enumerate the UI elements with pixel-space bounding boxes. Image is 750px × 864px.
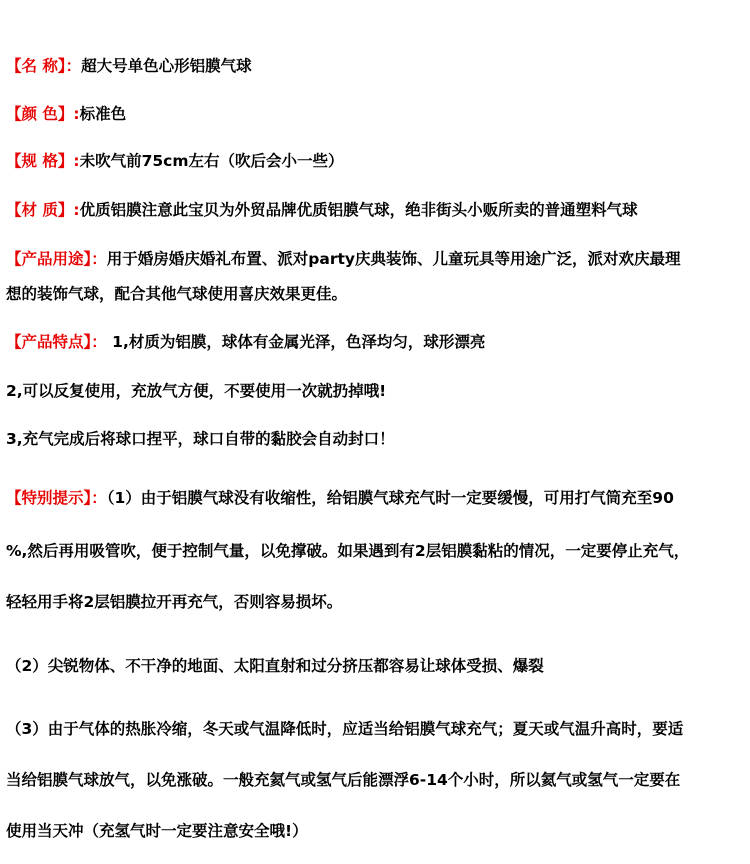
features-row: [6, 331, 746, 353]
material-row: [6, 199, 746, 221]
notice-line: （2）尖锐物体、不干净的地面、太阳直射和过分挤压都容易让球体受损、爆裂: [6, 657, 544, 675]
material-value: 优质铝膜注意此宝贝为外贸品牌优质铝膜气球，绝非街头小贩所卖的普通塑料气球: [79, 201, 638, 219]
material-label: 【材 质】:: [6, 201, 80, 219]
size-value: 未吹气前75cm左右（吹后会小一些）: [79, 152, 344, 170]
notice-line: （1）由于铝膜气球没有收缩性，给铝膜气球充气时一定要缓慢，可用打气筒充至90: [106, 489, 674, 507]
size-row: [6, 150, 746, 172]
notice-line: %,然后再用吸管吹，便于控制气量，以免撑破。如果遇到有2层铝膜黏粘的情况，一定要停止充气，: [6, 542, 690, 560]
name-value: 超大号单色心形铝膜气球: [81, 57, 252, 75]
usage-row: [6, 248, 746, 270]
feature-item: 2,可以反复使用，充放气方便，不要使用一次就扔掉哦!: [6, 382, 387, 400]
notice-line: 使用当天冲（充氢气时一定要注意安全哦!）: [6, 822, 308, 840]
size-label: 【规 格】:: [6, 152, 80, 170]
name-row: [6, 55, 746, 77]
feature-item: 3,充气完成后将球口捏平，球口自带的黏胶会自动封口！: [6, 430, 395, 448]
usage-line: 想的装饰气球，配合其他气球使用喜庆效果更佳。: [6, 285, 348, 303]
notice-line: 轻轻用手将2层铝膜拉开再充气，否则容易损坏。: [6, 593, 343, 611]
color-label: 【颜 色】:: [6, 105, 80, 123]
features-label: 【产品特点】：: [6, 333, 107, 351]
color-value: 标准色: [79, 105, 127, 123]
notice-line: （3）由于气体的热胀冷缩，冬天或气温降低时，应适当给铝膜气球充气；夏天或气温升高时，要适: [6, 720, 684, 738]
notice-line: 当给铝膜气球放气，以免涨破。一般充氦气或氢气后能漂浮6-14个小时，所以氦气或氢气一定要在: [6, 771, 681, 789]
notice-label: 【特别提示】：: [6, 489, 107, 507]
name-label: 【名 称】：: [6, 57, 82, 75]
usage-label: 【产品用途】：: [6, 250, 107, 268]
usage-line: 用于婚房婚庆婚礼布置、派对party庆典装饰、儿童玩具等用途广泛，派对欢庆最理: [106, 250, 681, 268]
feature-item: 1,材质为铝膜，球体有金属光泽，色泽均匀，球形漂亮: [106, 333, 486, 351]
color-row: [6, 103, 746, 125]
notice-row: [6, 487, 746, 509]
